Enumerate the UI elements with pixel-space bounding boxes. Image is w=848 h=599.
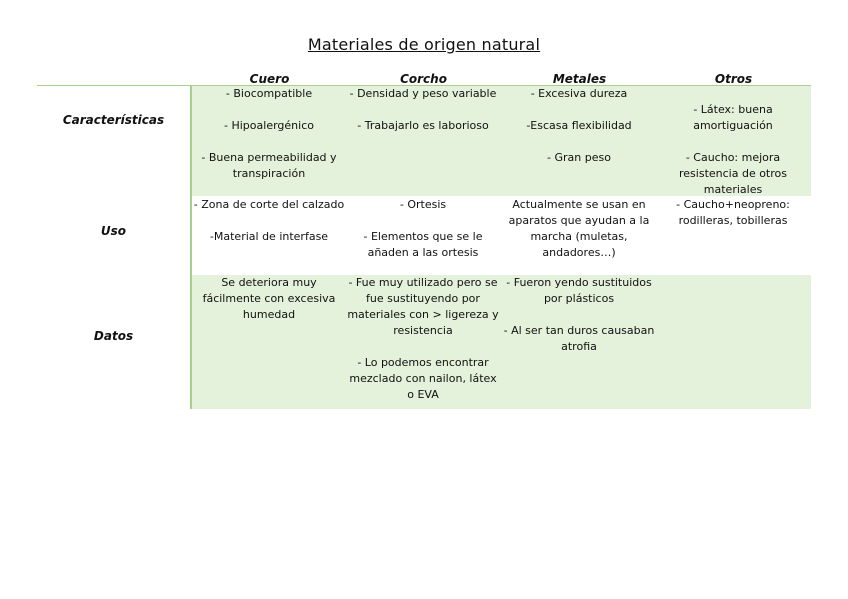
cell-paragraph: Se deteriora muy fácilmente con excesiva humedad xyxy=(202,276,336,321)
row-header-caracteristicas: Características xyxy=(62,113,165,127)
cell-uso-metales xyxy=(503,197,655,261)
cell-paragraph: - Fueron yendo sustituidos por plásticos xyxy=(506,276,652,305)
cell-paragraph: - Caucho+neopreno: rodilleras, tobilleras xyxy=(676,198,790,227)
cell-paragraph: - Fue muy utilizado pero se fue sustituyendo por materiales con > ligereza y resistencia xyxy=(347,276,499,337)
row-header-uso: Uso xyxy=(100,224,127,238)
cell-paragraph: - Biocompatible xyxy=(225,87,313,100)
cell-paragraph: - Gran peso xyxy=(547,151,611,164)
cell-caracteristicas-metales xyxy=(503,86,655,166)
cell-spacer xyxy=(347,102,499,118)
cell-datos-corcho xyxy=(347,275,499,403)
cell-spacer xyxy=(193,134,345,150)
cell-paragraph: - Látex: buena amortiguación xyxy=(693,103,773,132)
page-title: Materiales de origen natural xyxy=(307,35,541,54)
cell-uso-corcho xyxy=(347,197,499,261)
cell-paragraph: - Zona de corte del calzado xyxy=(193,198,345,211)
row-header-datos: Datos xyxy=(93,329,134,343)
cell-paragraph: - Elementos que se le añaden a las ortesis xyxy=(363,230,483,259)
cell-caracteristicas-otros xyxy=(657,102,809,198)
cell-paragraph: - Densidad y peso variable xyxy=(349,87,497,100)
cell-paragraph: - Buena permeabilidad y transpiración xyxy=(201,151,337,180)
column-header-otros: Otros xyxy=(714,72,753,86)
cell-paragraph: - Trabajarlo es laborioso xyxy=(357,119,489,132)
cell-spacer xyxy=(657,134,809,150)
cell-caracteristicas-corcho xyxy=(347,86,499,134)
cell-paragraph: - Excesiva dureza xyxy=(530,87,628,100)
cell-spacer xyxy=(503,307,655,323)
cell-paragraph: - Lo podemos encontrar mezclado con nailon, látex o EVA xyxy=(349,356,497,401)
cell-paragraph: - Hipoalergénico xyxy=(224,119,314,132)
cell-datos-cuero xyxy=(193,275,345,323)
cell-spacer xyxy=(193,213,345,229)
cell-paragraph: Actualmente se usan en aparatos que ayudan a la marcha (muletas, andadores…) xyxy=(508,198,650,259)
cell-spacer xyxy=(347,213,499,229)
cell-spacer xyxy=(503,134,655,150)
column-header-metales: Metales xyxy=(552,72,607,86)
column-header-corcho: Corcho xyxy=(400,72,447,86)
column-header-cuero: Cuero xyxy=(249,72,290,86)
cell-uso-cuero xyxy=(193,197,345,245)
cell-paragraph: -Escasa flexibilidad xyxy=(526,119,632,132)
cell-caracteristicas-cuero xyxy=(193,86,345,182)
cell-paragraph: -Material de interfase xyxy=(209,230,329,243)
cell-paragraph: - Al ser tan duros causaban atrofia xyxy=(503,324,655,353)
cell-paragraph: - Ortesis xyxy=(399,198,447,211)
row-header-divider xyxy=(190,85,192,409)
cell-spacer xyxy=(193,102,345,118)
cell-spacer xyxy=(503,102,655,118)
cell-spacer xyxy=(347,339,499,355)
cell-datos-metales xyxy=(503,275,655,355)
cell-uso-otros xyxy=(657,197,809,229)
cell-paragraph: - Caucho: mejora resistencia de otros materiales xyxy=(679,151,787,196)
